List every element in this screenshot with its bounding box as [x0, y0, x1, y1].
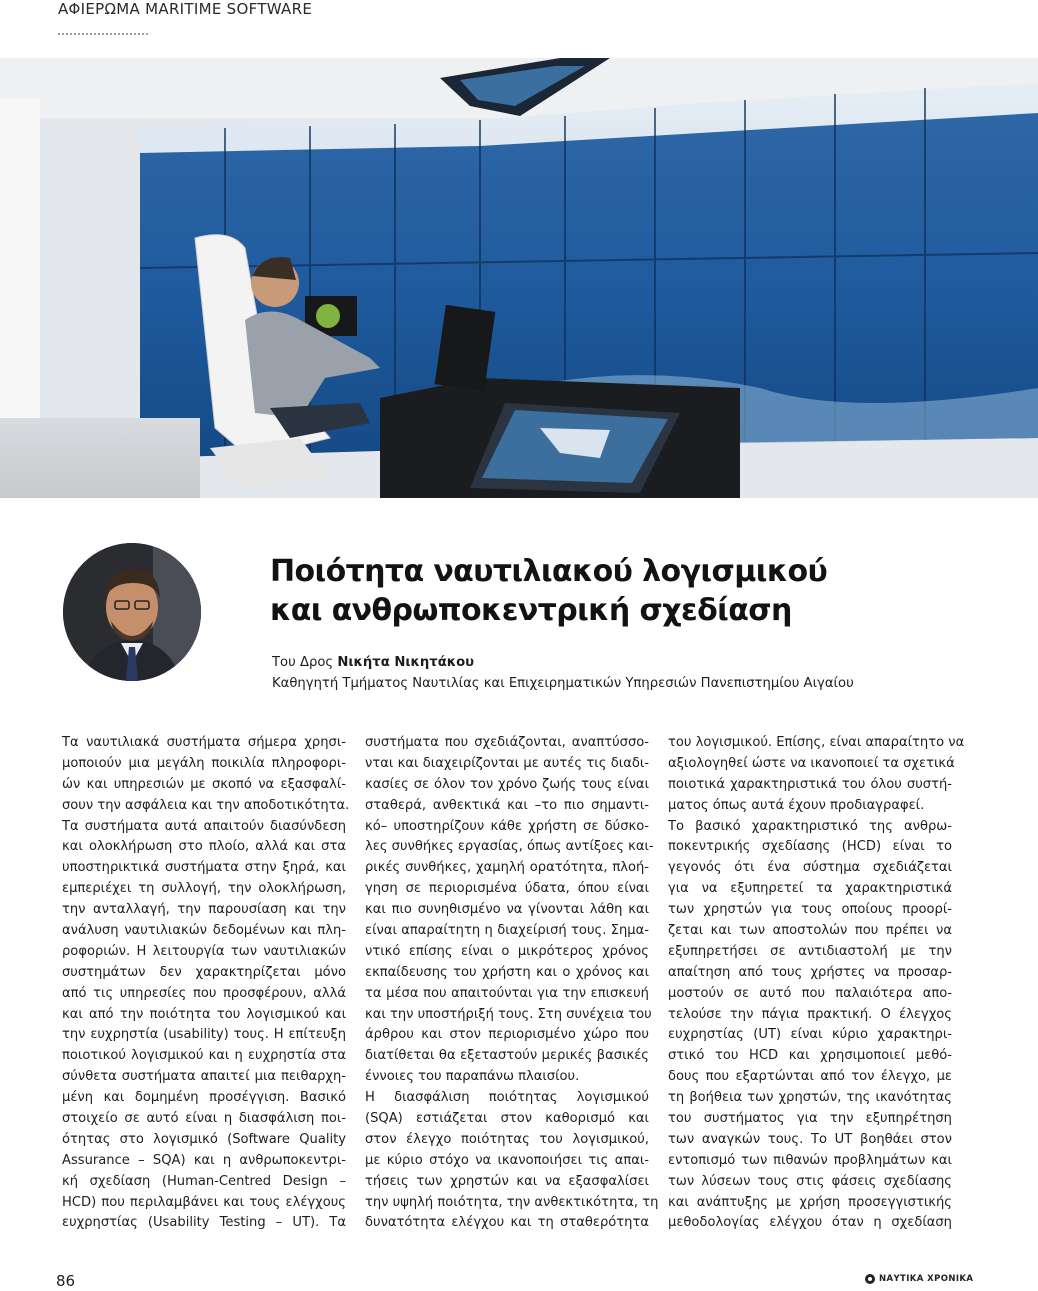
text-line: Assurance – SQA) και η ανθρωποκεντρι- — [62, 1152, 346, 1168]
text-line: γηση σε περιορισμένα ύδατα, όπου είναι — [365, 881, 649, 897]
text-line: εκπαίδευσης του χρήστη και ο χρόνος και — [365, 964, 649, 980]
text-line: αξιολογηθεί ώστε να ικανοποιεί τα σχετικά — [668, 755, 955, 771]
header-divider — [58, 33, 148, 35]
text-line: μένη και δομημένη προσέγγιση. Βασικό — [62, 1090, 346, 1106]
text-line: νται και διαχειρίζονται με αυτές τις διαδι- — [365, 755, 649, 771]
title-line: και ανθρωποκεντρική σχεδίαση — [270, 593, 792, 628]
text-line: σουν την ασφάλεια και την αποδοτικότητα. — [62, 797, 350, 813]
text-line: Τα ναυτιλιακά συστήματα σήμερα χρησι- — [62, 735, 346, 750]
text-line: και ολοκλήρωση στο πλοίο, αλλά και στα — [62, 839, 346, 855]
text-line: ανάλυση ναυτιλιακών δεδομένων και πλη- — [62, 923, 346, 939]
text-line: σταθερά, ανθεκτικά και –το πιο σημαντι- — [365, 797, 649, 813]
body-column-2 — [365, 733, 659, 1234]
text-line: την ευχρηστία (usability) τους. Η επίτευξη — [62, 1027, 346, 1043]
author-name: Νικήτα Νικητάκου — [337, 655, 475, 670]
text-line: HCD) που περιλαμβάνει και τους ελέγχους — [62, 1194, 346, 1210]
body-column-1 — [62, 733, 350, 1234]
text-line: υποστηρικτικά συστήματα στην ξηρά, και — [62, 860, 346, 876]
byline — [272, 652, 854, 694]
text-line: κασίες σε όλον τον χρόνο ζωής τους είναι — [365, 776, 649, 792]
text-line: ποκεντρικής σχεδίασης (HCD) είναι το — [668, 839, 952, 855]
text-line: ρικές συνθήκες, χαμηλή ορατότητα, πλοή- — [365, 860, 649, 876]
text-line: Το βασικό χαρακτηριστικό της ανθρω- — [668, 818, 952, 834]
text-line: για να εξυπηρετεί τα χαρακτηριστικά — [668, 881, 952, 897]
text-line: των χρηστών για τους οποίους προορί- — [668, 902, 952, 918]
section-header: ΑΦΙΕΡΩΜΑ MARITIME SOFTWARE — [58, 0, 313, 18]
author-affiliation: Καθηγητή Τμήματος Ναυτιλίας και Επιχειρηματικών Υπηρεσιών Πανεπιστημίου Αιγαίου — [272, 676, 854, 691]
text-line: συστήματα που σχεδιάζονται, αναπτύσσο- — [365, 735, 649, 750]
text-line: τήσεις των χρηστών και να εξασφαλίσει — [365, 1173, 649, 1189]
text-line: και από την ποιότητα του λογισμικού και — [62, 1006, 346, 1022]
text-line: στοιχείο σε αυτό είναι η διασφάλιση ποι- — [62, 1111, 346, 1127]
text-line: μοστούν σε αυτό που παλαιότερα απο- — [668, 985, 952, 1001]
page-number: 86 — [56, 1272, 76, 1290]
text-line: ευχρηστίας (Usability Testing – UT). Τα — [62, 1215, 346, 1231]
publication-logo-icon — [865, 1274, 875, 1284]
text-line: την υψηλή ποιότητα, την ανθεκτικότητα, τη — [365, 1194, 659, 1210]
text-line: δους που εξαρτώνται από τον έλεγχο, με — [668, 1069, 952, 1085]
text-line: έννοιες του παραπάνω πλαισίου. — [365, 1069, 580, 1085]
text-line: την ανταλλαγή, την παρουσίαση και την — [62, 902, 346, 918]
text-line: εμπεριέχει τη συλλογή, την ολοκλήρωση, — [62, 881, 346, 897]
hero-photo — [0, 58, 1038, 498]
text-line: και πιο συνηθισμένο να γίνονται λάθη και — [365, 902, 649, 918]
text-line: ευχρηστίας (UT) είναι κύριο χαρακτηρι- — [668, 1027, 952, 1043]
text-line: διατίθεται θα εξεταστούν μερικές βασικές — [365, 1048, 649, 1064]
text-line: (SQA) εστιάζεται στον καθορισμό και — [365, 1111, 649, 1127]
publication-brand — [865, 1274, 973, 1284]
text-line: με κύριο στόχο να ικανοποιήσει τις απαι- — [365, 1152, 649, 1168]
ship-bridge-simulator-illustration — [0, 58, 1038, 498]
text-line: του λογισμικού. Επίσης, είναι απαραίτητο να — [668, 735, 965, 750]
publication-name: ΝΑΥΤΙΚΑ ΧΡΟΝΙΚΑ — [879, 1274, 974, 1284]
text-line: των αναγκών τους. Το UT βοηθάει στον — [668, 1131, 952, 1147]
text-line: λες συνθήκες εργασίας, όπως αντίξοες και- — [365, 839, 654, 855]
body-column-3 — [668, 733, 965, 1234]
text-line: γεγονός ότι ένα σύστημα σχεδιάζεται — [668, 860, 952, 876]
text-line: ροφοριών. Η λειτουργία των ναυτιλιακών — [62, 943, 346, 959]
text-line: τα μέσα που απαιτούνται για την επισκευή — [365, 985, 649, 1001]
text-line: στον έλεγχο ποιότητας του λογισμικού, — [365, 1131, 649, 1147]
text-line: του συστήματος για την εξυπηρέτηση — [668, 1111, 952, 1127]
text-line: τη βοήθεια των χρηστών, της ικανότητας — [668, 1090, 952, 1106]
text-line: σύνθετα συστήματα απαιτεί μια πειθαρχη- — [62, 1069, 346, 1085]
text-line: ποιοτικού λογισμικού και η ευχρηστία στα — [62, 1048, 346, 1064]
text-line: στικό του HCD και χρησιμοποιεί μεθό- — [668, 1048, 952, 1064]
author-portrait-photo — [63, 543, 201, 681]
text-line: δυνατότητα ελέγχου και τη σταθερότητα — [365, 1215, 649, 1231]
text-line: μεθοδολογίας ελέγχου όταν η σχεδίαση — [668, 1215, 952, 1231]
article-title — [270, 552, 990, 630]
text-line: συστημάτων δεν χαρακτηρίζεται μόνο — [62, 964, 346, 980]
byline-prefix: Του Δρος — [272, 655, 338, 670]
text-line: κή σχεδίαση (Human-Centred Design – — [62, 1173, 346, 1189]
text-line: είναι απαραίτητη η διαχείρισή τους. Σημα- — [365, 923, 649, 939]
text-line: ών και υπηρεσιών με σκοπό να εξασφαλί- — [62, 776, 346, 792]
title-line: Ποιότητα ναυτιλιακού λογισμικού — [270, 554, 828, 589]
text-line: των λύσεων τους στις φάσεις σχεδίασης — [668, 1173, 952, 1189]
text-line: και την υποστήριξή τους. Στη συνέχεια του — [365, 1006, 652, 1022]
text-line: κό– υποστηρίζουν κάθε χρήστη σε δύσκο- — [365, 818, 649, 834]
text-line: απαίτηση από τους χρήστες να προσαρ- — [668, 964, 952, 980]
text-line: Η διασφάλιση ποιότητας λογισμικού — [365, 1090, 649, 1106]
text-line: Τα συστήματα αυτά απαιτούν διασύνδεση — [62, 818, 346, 834]
text-line: άρθρου και στον περιορισμένο χώρο που — [365, 1027, 649, 1043]
text-line: ότητας στο λογισμικό (Software Quality — [62, 1131, 346, 1147]
text-line: ντικό επίσης είναι ο μικρότερος χρόνος — [365, 943, 649, 959]
text-line: μοποιούν μια μεγάλη ποικιλία πληροφορι- — [62, 755, 346, 771]
text-line: ματος όπως αυτά έχουν προδιαγραφεί. — [668, 797, 925, 813]
text-line: από τις υπηρεσίες που προσφέρουν, αλλά — [62, 985, 346, 1001]
text-line: ζεται και των αποστολών που πρέπει να — [668, 923, 952, 939]
text-line: ποιοτικά χαρακτηριστικά του όλου συστή- — [668, 776, 952, 792]
text-line: εξυπηρετήσει σε αντιδιαστολή με την — [668, 943, 952, 959]
text-line: τελούσε την πάγια πρακτική. Ο έλεγχος — [668, 1006, 952, 1022]
text-line: εντοπισμό των πιθανών προβλημάτων και — [668, 1152, 952, 1168]
text-line: και ανάπτυξης με χρήση προσεγγιστικής — [668, 1194, 952, 1210]
